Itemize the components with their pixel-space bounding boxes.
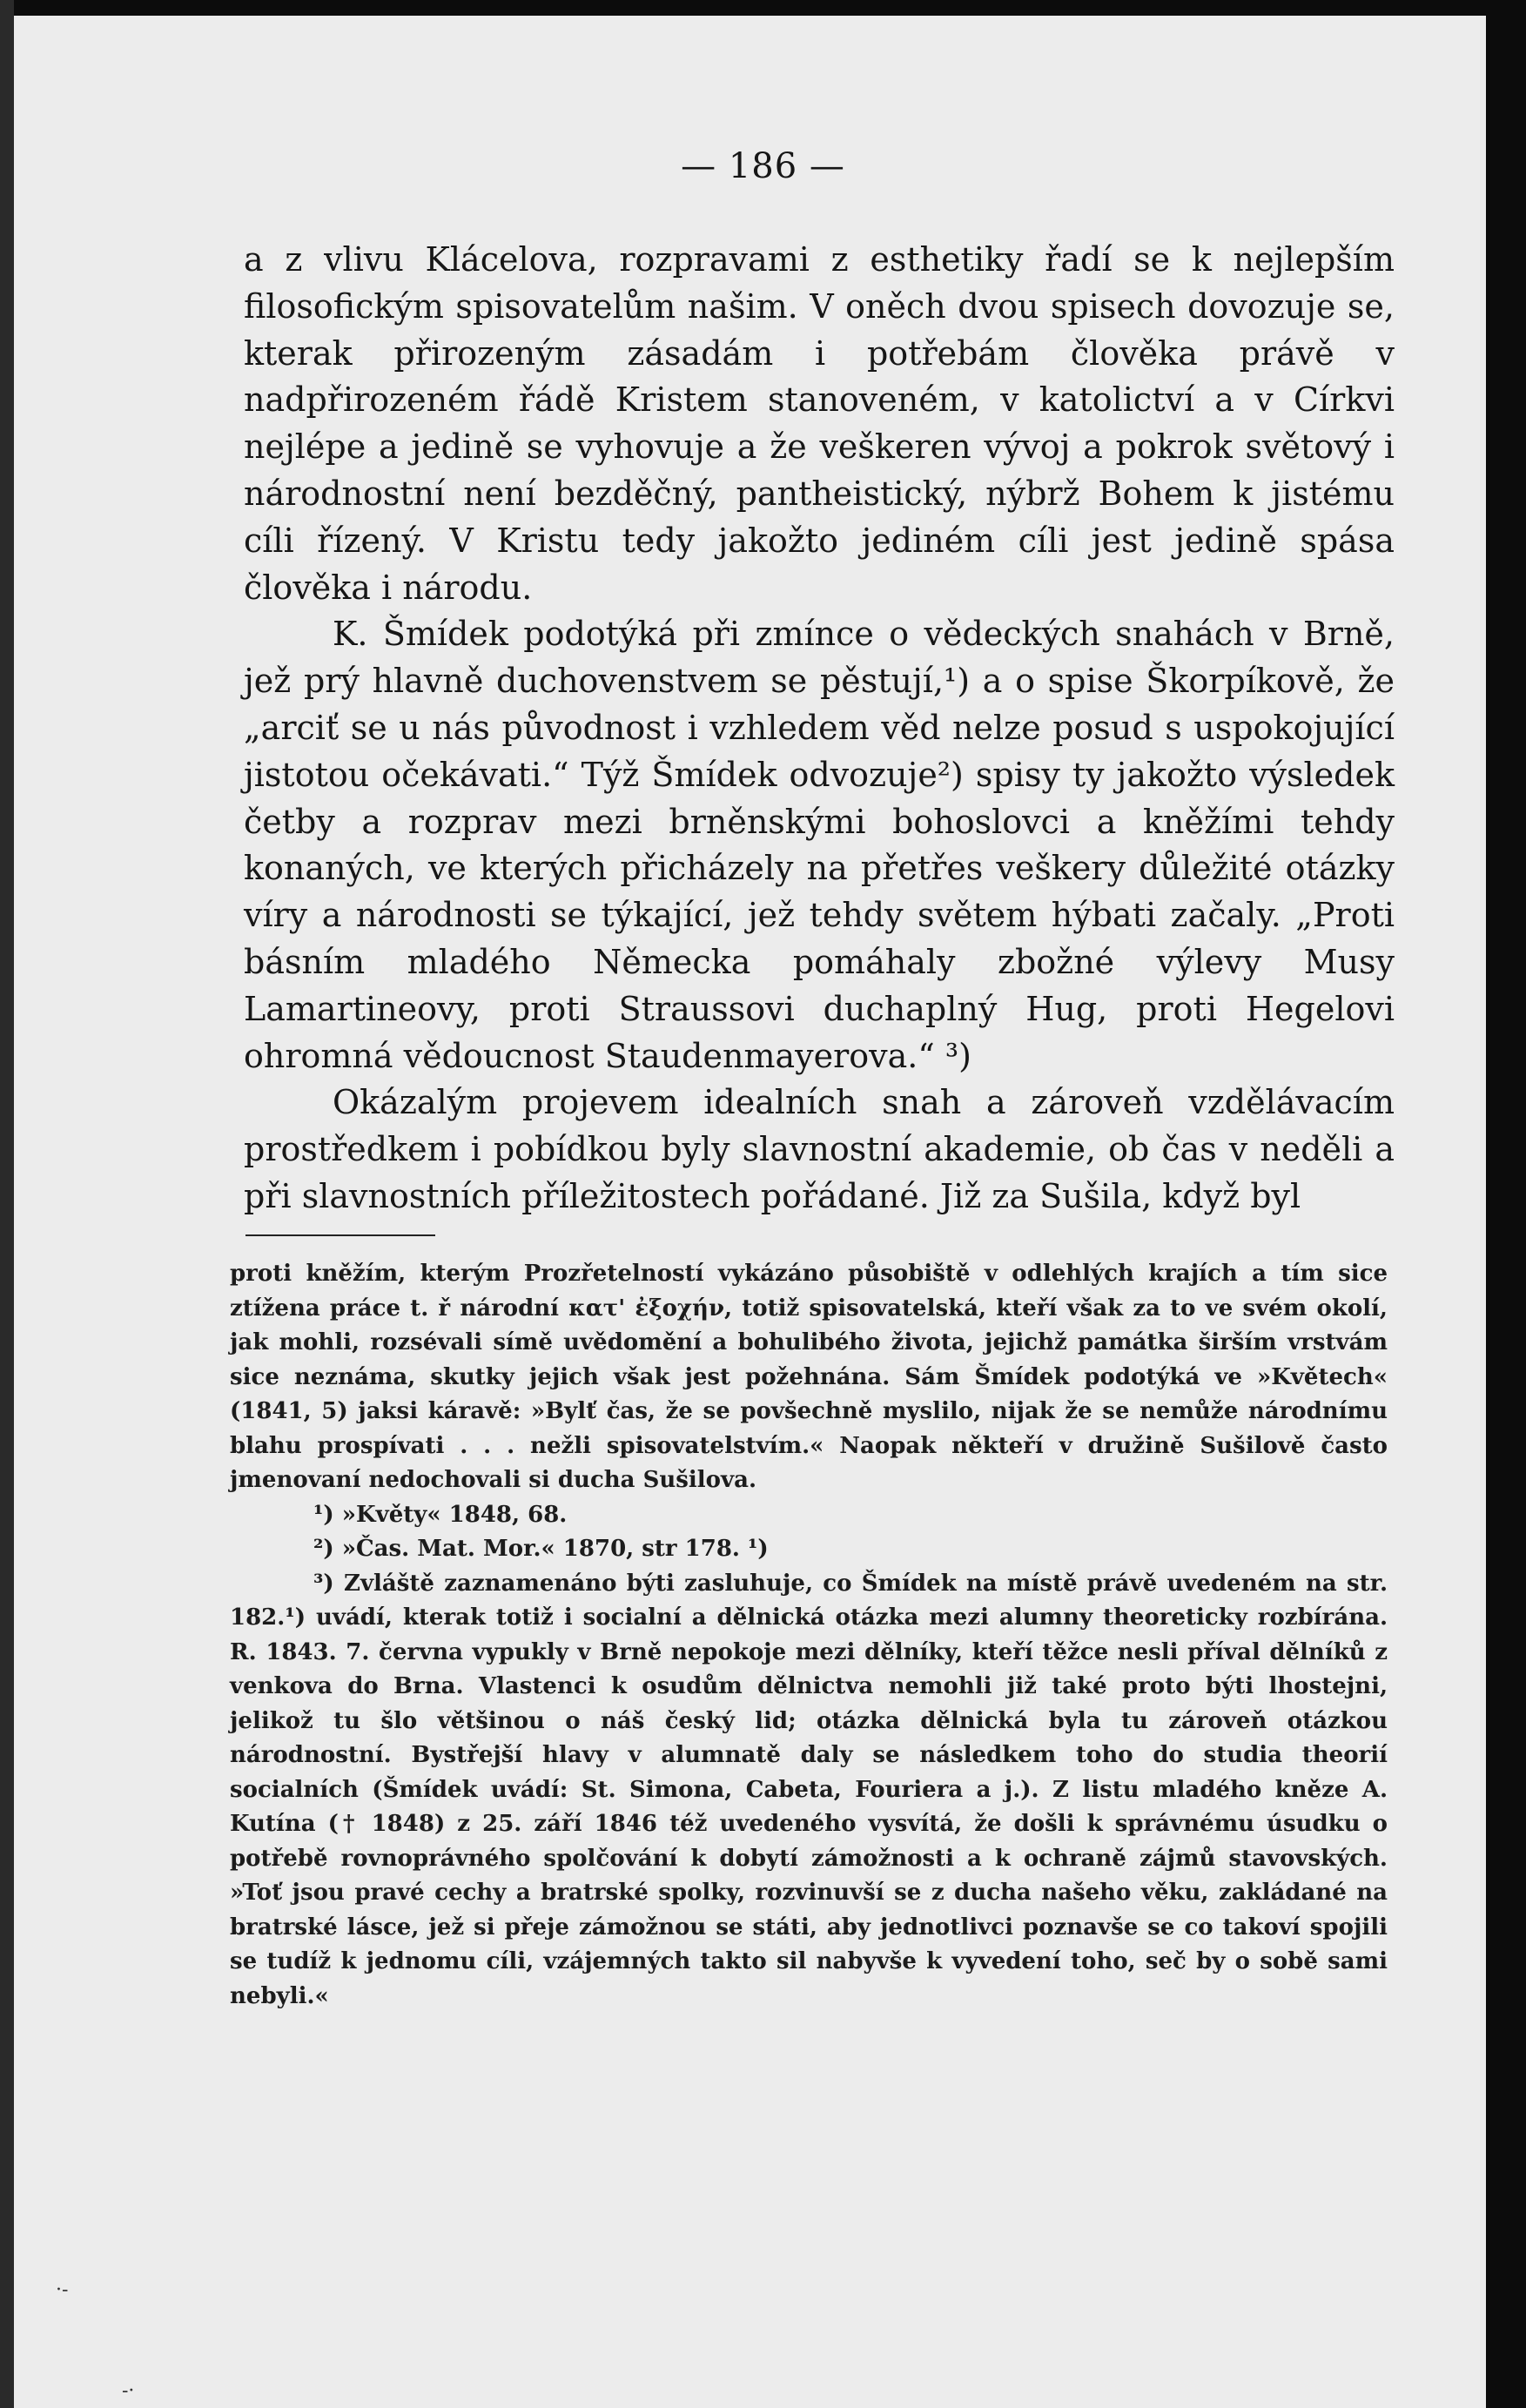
scan-border-right <box>1486 0 1526 2408</box>
footnote-1: ¹) »Květy« 1848, 68. <box>313 1501 568 1528</box>
paragraph-2: K. Šmídek podotýká při zmínce o vědeckých snahách v Brně, jež prý hlavně duchovenstvem se pěstují,¹) a o spise Škorpíkově, že „arciť se u nás původnost i vzhledem věd nelze posud s uspokojující jistotou očekávati.“ Týž Šmídek odvozuje²) spisy ty jakožto výsledek četby a rozprav mezi brněnskými bohoslovci a kněžími tehdy konaných, ve kterých přicházely na přetřes veškery důležité otázky víry a národnosti se týkající, jež tehdy světem hýbati začaly. „Proti básním mladého Německa pomáhaly zbožné výlevy Musy Lamartineovy, proti Straussovi duchaplný Hug, proti Hegelovi ohromná vědoucnost Staudenmayerova.“ ³) <box>244 615 1395 1075</box>
main-text <box>244 237 1395 1221</box>
scan-border-top <box>0 0 1526 16</box>
footnote-separator <box>245 1234 435 1236</box>
scan-speck: ‐· <box>122 2380 135 2402</box>
scan-speck: ·‐ <box>56 2279 69 2301</box>
footnote-2: ²) »Čas. Mat. Mor.« 1870, str 178. ¹) <box>313 1536 769 1562</box>
paragraph-1: a z vlivu Klácelova, rozpravami z esthetiky řadí se k nejlepším filosofickým spisovatelům našim. V oněch dvou spisech dovozuje se, kterak přirozeným zásadám i potřebám člověka právě v nadpřirozeném řádě Kristem stanoveném, v katolictví a v Církvi nejlépe a jedině se vyhovuje a že veškeren vývoj a pokrok světový i národnostní není bezděčný, pantheistický, nýbrž Bohem k jistému cíli řízený. V Kristu tedy jakožto jediném cíli jest jedině spása člověka i národu. <box>244 240 1395 607</box>
page-number: — 186 — <box>681 146 845 186</box>
footnotes <box>230 1257 1388 2014</box>
footnote-continuation: proti kněžím, kterým Prozřetelností vykázáno působiště v odlehlých krajích a tím sice ztížena práce t. ř národní κατ' ἐξοχήν, totiž spisovatelská, kteří však za to ve svém okolí, jak mohli, rozsévali símě uvědomění a bohulibého života, jejichž památka širším vrstvám sice neznáma, skutky jejich však jest požehnána. Sám Šmídek podotýká ve »Květech« (1841, 5) jaksi káravě: »Bylť čas, že se povšechně myslilo, nijak že se nemůže národnímu blahu prospívati . . . nežli spisovatelstvím.« Naopak někteří v družině Sušilově často jmenovaní nedochovali si ducha Sušilova. <box>230 1261 1388 1493</box>
footnote-3: ³) Zvláště zaznamenáno býti zasluhuje, co Šmídek na místě právě uvedeném na str. 182.¹) uvádí, kterak totiž i socialní a dělnická otázka mezi alumny theoreticky rozbírána. R. 1843. 7. června vypukly v Brně nepokoje mezi dělníky, kteří těžce nesli příval dělníků z venkova do Brna. Vlastenci k osudům dělnictva nemohli již také proto býti lhostejni, jelikož tu šlo většinou o náš český lid; otázka dělnická byla tu zároveň otázkou národnostní. Bystřejší hlavy v alumnatě daly se následkem toho do studia theorií socialních (Šmídek uvádí: St. Simona, Cabeta, Fouriera a j.). Z listu mladého kněze A. Kutína († 1848) z 25. září 1846 též uvedeného vysvítá, že došli k správnému úsudku o potřebě rovnoprávného spolčování k dobytí zámožnosti a k ochraně zájmů stavovských. »Toť jsou pravé cechy a bratrské spolky, rozvinuvší se z ducha našeho věku, zakládané na bratrské lásce, jež si přeje zámožnou se státi, aby jednotlivci poznavše se co takoví spojili se tudíž k jednomu cíli, vzájemných takto sil nabyvše k vyvedení toho, seč by o sobě sami nebyli.« <box>230 1570 1388 2009</box>
scan-border-left <box>0 0 14 2408</box>
paragraph-3: Okázalým projevem idealních snah a zároveň vzdělávacím prostředkem i pobídkou byly slavnostní akademie, ob čas v neděli a při slavnostních příležitostech pořádané. Již za Sušila, když byl <box>244 1083 1395 1215</box>
